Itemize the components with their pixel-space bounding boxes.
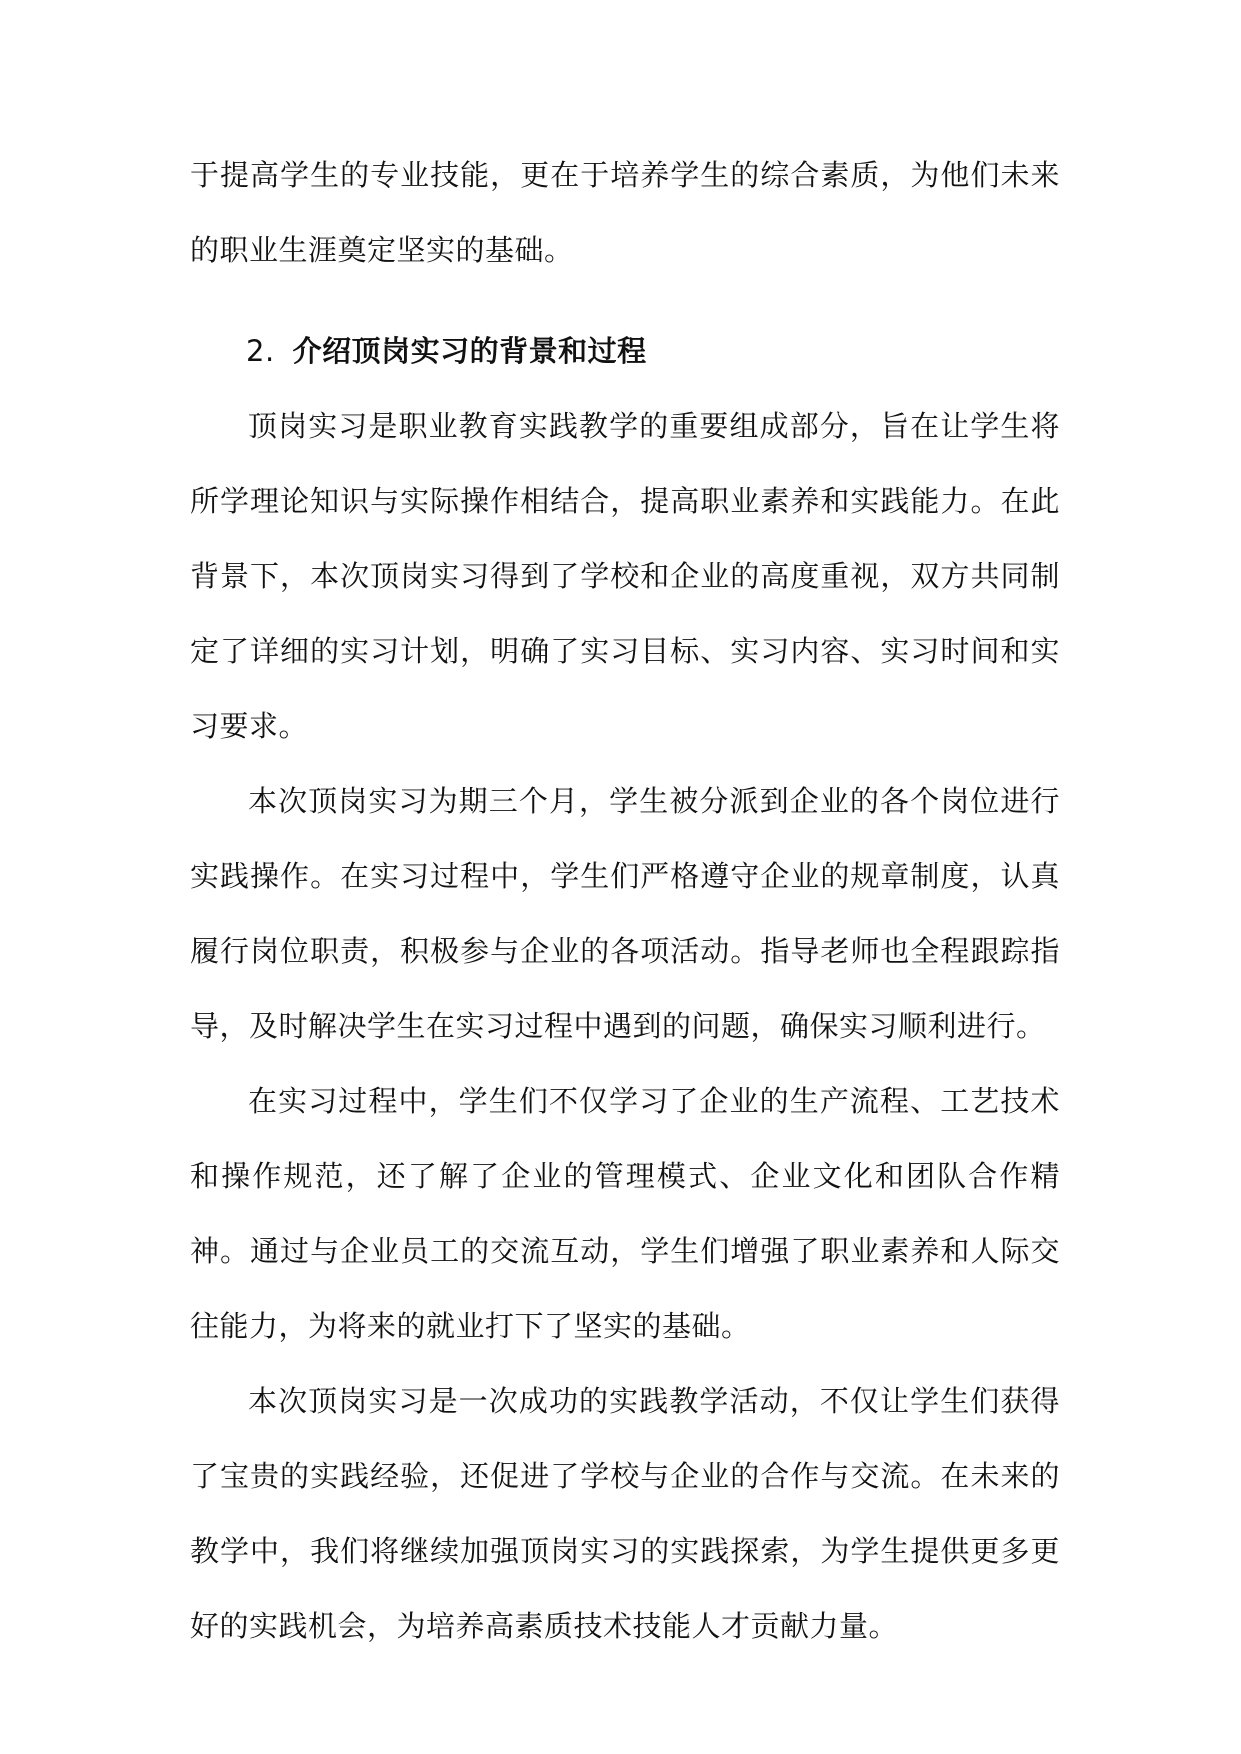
body-paragraph-1: 顶岗实习是职业教育实践教学的重要组成部分，旨在让学生将所学理论知识与实际操作相结合，提高职业素养和实践能力。在此背景下，本次顶岗实习得到了学校和企业的高度重视，双方共同制定了详细的实习计划，明确了实习目标、实习内容、实习时间和实习要求。 (190, 409, 1060, 743)
spacer (190, 381, 1060, 389)
section-number: 2. (246, 334, 275, 368)
section-title: 介绍顶岗实习的背景和过程 (292, 334, 647, 368)
continuation-paragraph: 于提高学生的专业技能，更在于培养学生的综合素质，为他们未来的职业生涯奠定坚实的基础。 (190, 158, 1060, 267)
body-paragraph-4: 本次顶岗实习是一次成功的实践教学活动，不仅让学生们获得了宝贵的实践经验，还促进了学校与企业的合作与交流。在未来的教学中，我们将继续加强顶岗实习的实践探索，为学生提供更多更好的实践机会，为培养高素质技术技能人才贡献力量。 (190, 1384, 1060, 1643)
body-paragraph-3: 在实习过程中，学生们不仅学习了企业的生产流程、工艺技术和操作规范，还了解了企业的管理模式、企业文化和团队合作精神。通过与企业员工的交流互动，学生们增强了职业素养和人际交往能力，为将来的就业打下了坚实的基础。 (190, 1084, 1060, 1343)
section-heading (190, 321, 1060, 381)
document-page (190, 138, 1060, 1664)
spacer (190, 288, 1060, 321)
body-paragraph-2: 本次顶岗实习为期三个月，学生被分派到企业的各个岗位进行实践操作。在实习过程中，学生们严格遵守企业的规章制度，认真履行岗位职责，积极参与企业的各项活动。指导老师也全程跟踪指导，及时解决学生在实习过程中遇到的问题，确保实习顺利进行。 (190, 784, 1060, 1043)
